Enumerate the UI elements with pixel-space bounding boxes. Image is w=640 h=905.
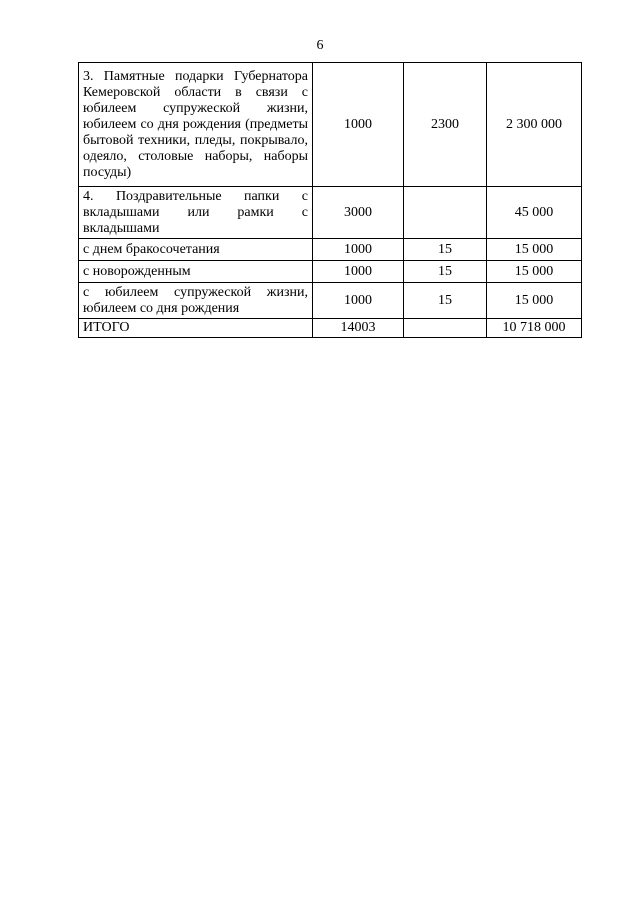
row-col4-value: 45 000 — [487, 187, 582, 239]
total-col4-value: 10 718 000 — [487, 319, 582, 338]
row-col4-value: 2 300 000 — [487, 63, 582, 187]
table-row-total — [79, 319, 582, 338]
row-col3-value: 2300 — [404, 63, 487, 187]
row-description: 4. Поздравительные папки с вкладышами или рамки с вкладышами — [79, 187, 313, 239]
row-col3-value: 15 — [404, 261, 487, 283]
total-col3-value — [404, 319, 487, 338]
row-description: с новорожденным — [79, 261, 313, 283]
page-number: 6 — [316, 38, 324, 53]
row-col3-value: 15 — [404, 283, 487, 319]
row-description: 3. Памятные подарки Губернатора Кемеровской области в связи с юбилеем супружеской жизни, юбилеем со дня рождения (предметы бытовой техники, пледы, покрывало, одеяло, столовые наборы, наборы посуды) — [79, 63, 313, 187]
row-col4-value: 15 000 — [487, 283, 582, 319]
table-row — [79, 63, 582, 187]
budget-table — [78, 62, 582, 338]
row-col3-value: 15 — [404, 239, 487, 261]
row-col2-value: 1000 — [313, 239, 404, 261]
row-description: с юбилеем супружеской жизни, юбилеем со дня рождения — [79, 283, 313, 319]
table-row — [79, 239, 582, 261]
table-row — [79, 261, 582, 283]
total-col2-value: 14003 — [313, 319, 404, 338]
total-label: ИТОГО — [79, 319, 313, 338]
row-col2-value: 1000 — [313, 63, 404, 187]
row-col4-value: 15 000 — [487, 239, 582, 261]
table-row — [79, 187, 582, 239]
row-col4-value: 15 000 — [487, 261, 582, 283]
row-description: с днем бракосочетания — [79, 239, 313, 261]
row-col2-value: 3000 — [313, 187, 404, 239]
table-row — [79, 283, 582, 319]
row-col2-value: 1000 — [313, 261, 404, 283]
row-col3-value — [404, 187, 487, 239]
row-col2-value: 1000 — [313, 283, 404, 319]
